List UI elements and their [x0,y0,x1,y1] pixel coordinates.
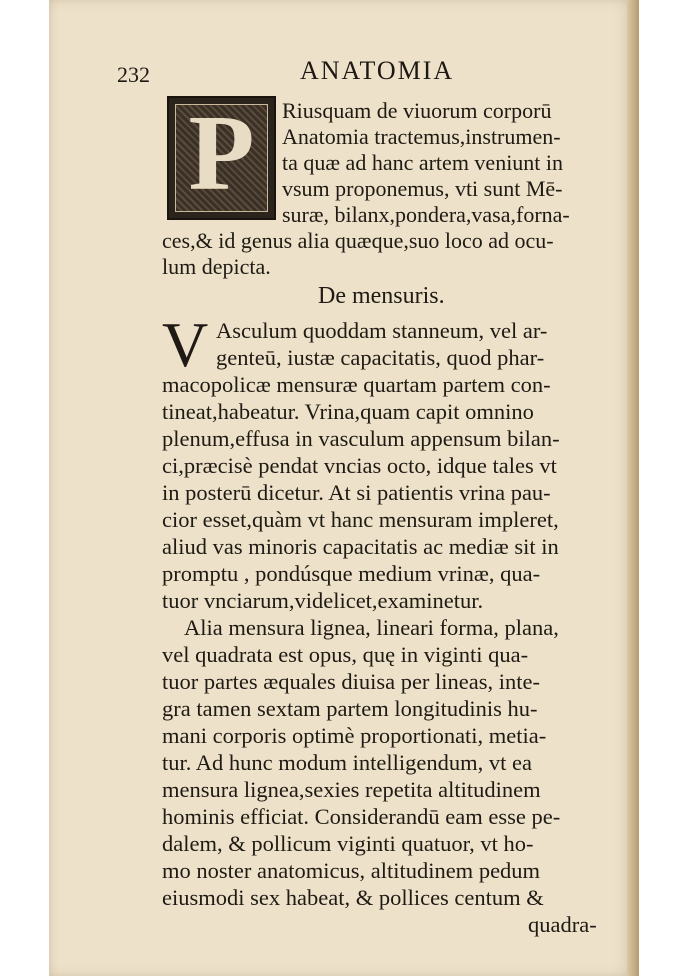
text-line: Alia mensura lignea, lineari forma, plana, [184,615,559,640]
text-line: ta quæ ad hanc artem veniunt in [282,150,564,175]
text-line: tuor partes æquales diuisa per lineas, inte- [162,669,541,694]
text-line: suræ, bilanx,pondera,vasa,forna- [282,202,570,227]
running-title: ANATOMIA [300,56,455,85]
text-line: cior esset,quàm vt hanc mensuram impleret, [162,507,559,532]
text-line: Riusquam de viuorum corporū [282,98,552,123]
text-line: ces,& id genus alia quæque,suo loco ad ocu- [162,228,554,253]
text-line: tuor vnciarum,videlicet,examinetur. [162,588,484,613]
text-line: Anatomia tractemus,instrumen- [282,124,561,149]
text-line: hominis efficiat. Considerandū eam esse pe- [162,804,561,829]
initial-letter: P [188,94,255,213]
text-line: promptu , pondúsque medium vrinæ, qua- [162,561,541,586]
page-header [117,56,567,90]
text-line: Asculum quoddam stanneum, vel ar- [216,318,548,343]
decorated-initial-p [167,96,276,220]
text-line: ci,præcisè pendat vncias octo, idque tales vt [162,453,557,478]
text-line: tur. Ad hunc modum intelligendum, vt ea [162,750,532,775]
page-number: 232 [117,62,150,87]
catchword: quadra- [528,912,597,937]
text-line: aliud vas minoris capacitatis ac mediæ sit in [162,534,559,559]
text-line: genteū, iustæ capacitatis, quod phar- [216,345,545,370]
page-gutter [627,0,639,976]
text-line: eiusmodi sex habeat, & pollices centum & [162,885,544,910]
text-line: mo noster anatomicus, altitudinem pedum [162,858,541,883]
text-line: mensura lignea,sexies repetita altitudinem [162,777,541,802]
text-line: plenum,effusa in vasculum appensum bilan- [162,426,560,451]
text-line: in posterū dicetur. At si patientis vrina pau- [162,480,551,505]
text-line: lum depicta. [162,254,271,279]
text-line: vel quadrata est opus, quę in viginti qua- [162,642,529,667]
text-line: macopolicæ mensuræ quartam partem con- [162,372,551,397]
text-line: gra tamen sextam partem longitudinis hu- [162,696,538,721]
text-line: mani corporis optimè proportionati, metia- [162,723,547,748]
text-line: dalem, & pollicum viginti quatuor, vt ho- [162,831,534,856]
drop-cap-v: V [162,309,209,380]
text-line: tineat,habeatur. Vrina,quam capit omnino [162,399,534,424]
text-line: vsum proponemus, vti sunt Mē- [282,176,563,201]
section-title: De mensuris. [318,283,445,309]
